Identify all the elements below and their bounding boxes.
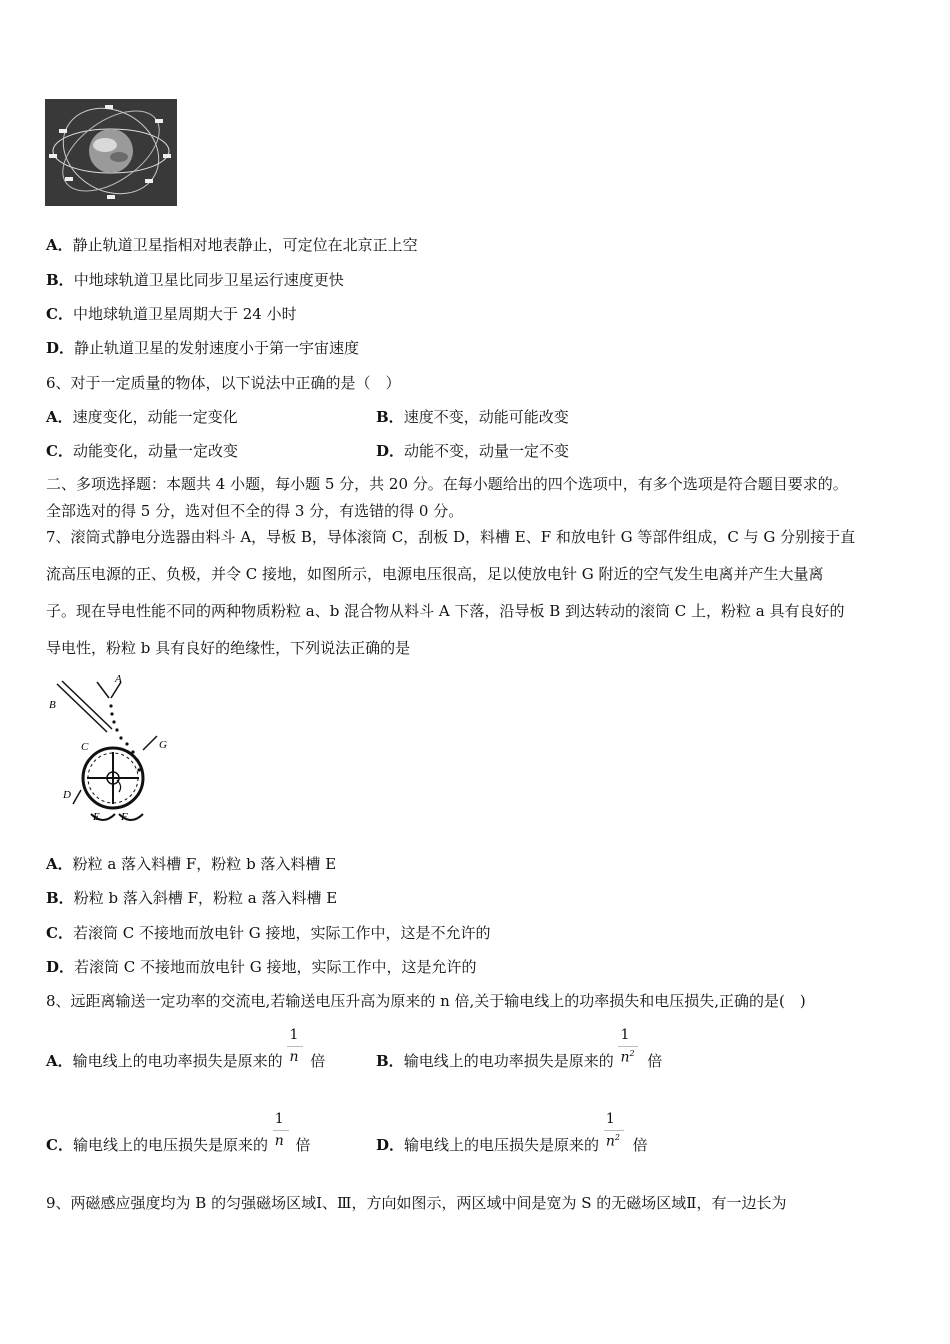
fraction: $\frac{1}{n}$ [287,1055,305,1069]
q7-stem [46,519,855,667]
fraction: $\frac{1}{n}$ [273,1139,291,1153]
section-2-header [46,471,848,525]
q9-stem: 9、两磁感应强度均为 B 的匀强磁场区域Ⅰ、Ⅲ，方向如图示，两区域中间是宽为 S 的无磁场区域Ⅱ，有一边长为 [46,1194,787,1212]
q8-option-a[interactable]: A．输电线上的电功率损失是原来的 $\frac{1}{n}$ 倍 [46,1027,326,1070]
label-a: A [115,673,122,685]
q7-option-d[interactable]: D．若滚筒 C 不接地而放电针 G 接地，实际工作中，这是允许的 [46,958,477,976]
q5-option-c[interactable]: C．中地球轨道卫星周期大于 24 小时 [46,305,297,323]
fraction: $\frac{1}{n^2}$ [618,1055,642,1069]
q7-line-4: 导电性，粉粒 b 具有良好的绝缘性，下列说法正确的是 [46,639,411,657]
q6-option-d[interactable]: D．动能不变，动量一定不变 [376,442,570,460]
section-2-line-2: 全部选对的得 5 分，选对但不全的得 3 分，有选错的得 0 分。 [46,502,464,520]
label-g: G [159,739,167,751]
q6-option-b[interactable]: B．速度不变，动能可能改变 [376,408,569,426]
label-c: C [81,741,89,753]
label-b: B [49,699,56,711]
q7-option-c[interactable]: C．若滚筒 C 不接地而放电针 G 接地，实际工作中，这是不允许的 [46,924,491,942]
q6-option-a[interactable]: A．速度变化，动能一定变化 [46,408,238,426]
q5-option-d[interactable]: D．静止轨道卫星的发射速度小于第一宇宙速度 [46,339,360,357]
drum-separator-diagram [45,670,185,830]
q8-stem: 8、远距离输送一定功率的交流电,若输送电压升高为原来的 n 倍,关于输电线上的功率损失和电压损失,正确的是( ) [46,992,806,1010]
q7-line-3: 子。现在导电性能不同的两种物质粉粒 a、b 混合物从料斗 A 下落，沿导板 B 到达转动的滚筒 C 上，粉粒 a 具有良好的 [46,602,845,620]
q8-option-d[interactable]: D．输电线上的电压损失是原来的 $\frac{1}{n^2}$ 倍 [376,1111,648,1154]
section-2-line-1: 二、多项选择题：本题共 4 小题，每小题 5 分，共 20 分。在每小题给出的四个选项中，有多个选项是符合题目要求的。 [46,475,848,493]
q6-option-c[interactable]: C．动能变化，动量一定改变 [46,442,238,460]
q5-option-b[interactable]: B．中地球轨道卫星比同步卫星运行速度更快 [46,271,344,289]
q5-option-a[interactable]: A．静止轨道卫星指相对地表静止，可定位在北京正上空 [46,236,418,254]
label-d: D [63,789,71,801]
fraction: $\frac{1}{n^2}$ [604,1139,628,1153]
q6-stem: 6、对于一定质量的物体，以下说法中正确的是（ ） [46,374,401,392]
label-e: E [93,811,100,823]
q8-option-c[interactable]: C．输电线上的电压损失是原来的 $\frac{1}{n}$ 倍 [46,1111,311,1154]
q7-option-a[interactable]: A．粉粒 a 落入料槽 F，粉粒 b 落入料槽 E [46,855,337,873]
q8-option-b[interactable]: B．输电线上的电功率损失是原来的 $\frac{1}{n^2}$ 倍 [376,1027,663,1070]
satellite-orbit-image [45,99,177,206]
q7-line-2: 流高压电源的正、负极，并令 C 接地，如图所示，电源电压很高，足以使放电针 G 附近的空气发生电离并产生大量离 [46,565,824,583]
label-f: F [121,811,128,823]
q7-option-b[interactable]: B．粉粒 b 落入斜槽 F，粉粒 a 落入料槽 E [46,889,338,907]
q7-line-1: 7、滚筒式静电分选器由料斗 A，导板 B，导体滚筒 C，刮板 D，料槽 E、F 和放电针 G 等部件组成，C 与 G 分别接于直 [46,528,856,546]
